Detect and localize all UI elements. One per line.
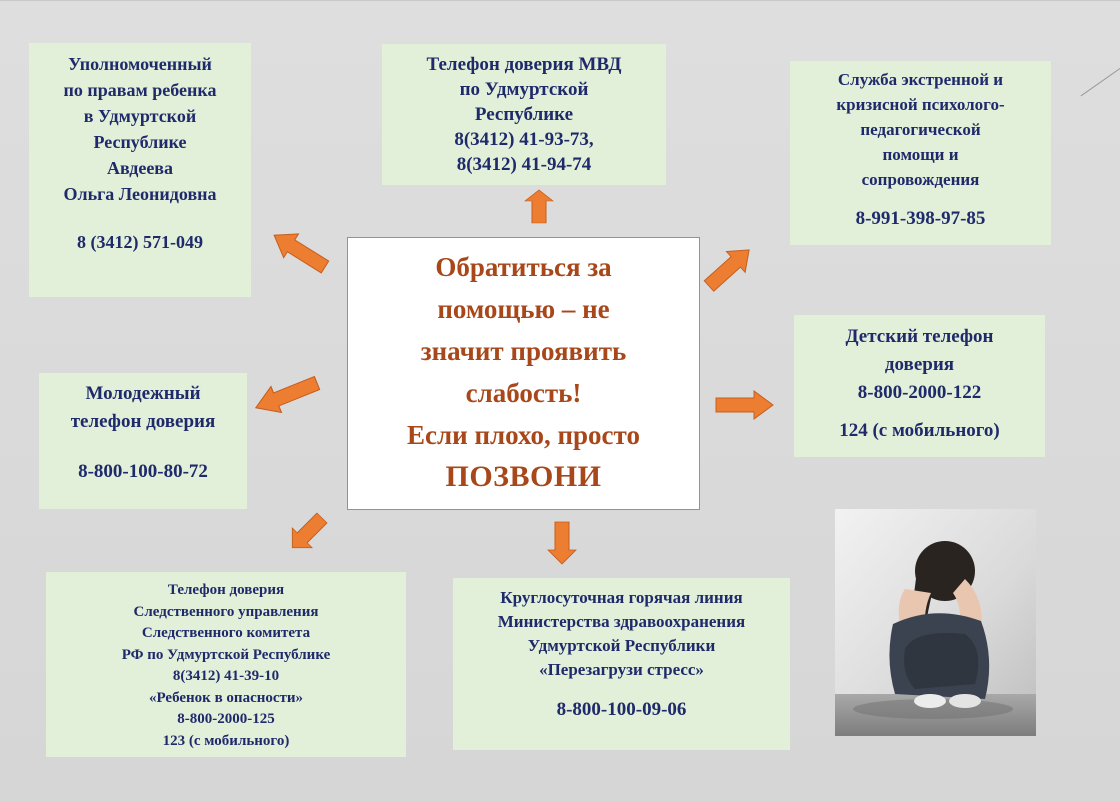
phone-number: 8-800-100-09-06 — [556, 699, 687, 720]
box-line: «Ребенок в опасности» — [148, 689, 304, 706]
phone-number: 8-800-100-80-72 — [78, 461, 208, 482]
box-line: Уполномоченный — [68, 54, 212, 74]
mobile-number: 123 (с мобильного) — [162, 732, 290, 749]
mobile-number: 124 (с мобильного) — [839, 420, 1000, 441]
box-line: педагогической — [860, 120, 981, 139]
box-line: в Удмуртской — [83, 106, 197, 126]
arrow-to-youth — [251, 370, 323, 421]
box-line: Республике — [93, 132, 187, 152]
center-line: помощью – не — [437, 294, 610, 324]
arrow-to-ombudsman — [267, 223, 333, 279]
phone-number: 8 (3412) 571-049 — [77, 232, 203, 252]
center-line: Если плохо, просто — [407, 420, 640, 450]
box-line: Следственного управления — [133, 603, 319, 620]
distressed-person-photo — [835, 509, 1036, 736]
arrow-to-investigative — [282, 508, 331, 557]
box-line: Следственного комитета — [141, 625, 311, 641]
box-line: Служба экстренной и — [837, 70, 1004, 89]
phone-number: 8(3412) 41-94-74 — [456, 154, 592, 175]
phone-number: 8-991-398-97-85 — [855, 208, 986, 229]
box-line: сопровождения — [861, 170, 980, 189]
box-line: Молодежный — [85, 383, 201, 404]
box-line: Детский телефон — [845, 326, 994, 347]
box-line: Республике — [474, 104, 574, 125]
center-line: слабость! — [465, 378, 582, 408]
box-line: по правам ребенка — [63, 80, 217, 100]
arrow-to-children — [716, 391, 773, 419]
box-line: телефон доверия — [70, 411, 216, 432]
box-line: Министерства здравоохранения — [497, 612, 746, 631]
box-line: Удмуртской Республики — [527, 636, 716, 655]
arrow-to-mvd — [525, 190, 553, 223]
center-line: значит проявить — [420, 336, 627, 366]
center-line: Обратиться за — [435, 252, 612, 282]
box-line: Круглосуточная горячая линия — [500, 588, 743, 607]
arrow-to-health — [548, 522, 576, 564]
phone-number: 8-800-2000-125 — [177, 711, 275, 727]
box-line: РФ по Удмуртской Республике — [121, 646, 331, 663]
phone-number: 8-800-2000-122 — [857, 382, 982, 403]
box-line: Телефон доверия — [167, 582, 285, 598]
box-line: «Перезагрузи стресс» — [539, 660, 704, 679]
box-line: кризисной психолого- — [836, 95, 1005, 114]
box-line: Авдеева — [106, 158, 174, 178]
phone-number: 8(3412) 41-39-10 — [172, 668, 280, 684]
box-line: помощи и — [882, 145, 959, 164]
box-line: Телефон доверия МВД — [426, 54, 622, 75]
phone-number: 8(3412) 41-93-73, — [454, 129, 594, 150]
call-emphasis: ПОЗВОНИ — [445, 460, 602, 493]
box-line: Ольга Леонидовна — [63, 184, 217, 204]
box-line: по Удмуртской — [459, 79, 589, 100]
arrow-to-crisis — [700, 239, 759, 296]
box-line: доверия — [884, 354, 955, 375]
